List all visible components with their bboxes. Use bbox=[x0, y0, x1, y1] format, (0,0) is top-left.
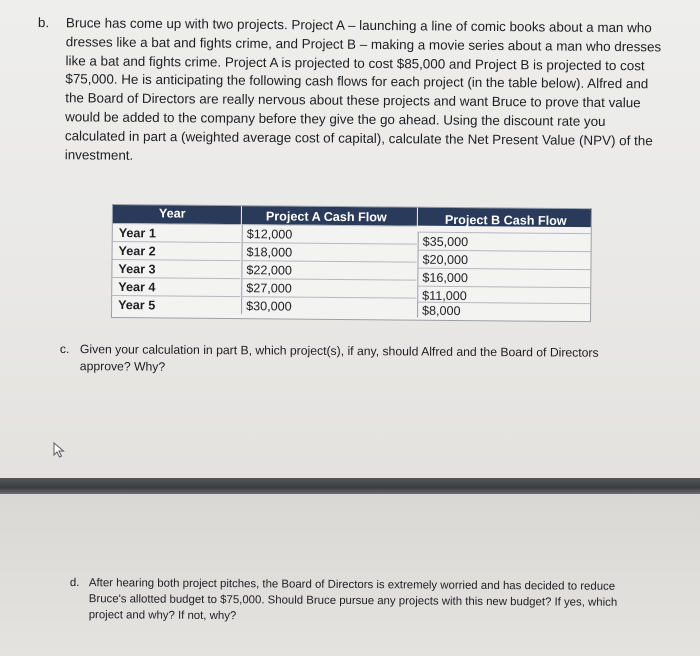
page-divider bbox=[0, 478, 700, 494]
table-cell-project-a: $18,000 bbox=[242, 242, 417, 262]
question-b-text: Bruce has come up with two projects. Project A – launching a line of comic books about a man who dresses like a bat and fights crime, and Project B – making a movie series about a man who dresses like a bat and fights crime. Project A is projected to cost $85,000 and Project B is projected to cost $75,000. He is anticipating the following cash flows for each project (in the table below). Alfred and the Board of Directors are really nervous about these projects and want Bruce to prove that value would be added to the company before they give the go ahead. Using the discount rate you calculated in part a (weighted average cost of capital), calculate the Net Present Value (NPV) of the investment. bbox=[64, 15, 662, 163]
cash-flow-table bbox=[111, 204, 592, 322]
table-cell-project-b: $20,000 bbox=[417, 250, 590, 270]
question-d bbox=[70, 575, 650, 627]
table-cell-project-b: $8,000 bbox=[417, 302, 590, 320]
table-cell-project-a: $27,000 bbox=[241, 278, 416, 298]
table-row-year: Year 3 bbox=[112, 259, 240, 278]
question-b-marker: b. bbox=[37, 14, 50, 31]
table-row-year: Year 5 bbox=[112, 295, 240, 314]
table-row-year: Year 2 bbox=[113, 241, 241, 260]
question-c bbox=[60, 341, 640, 379]
table-cell-project-a: $22,000 bbox=[241, 260, 416, 280]
header-year: Year bbox=[113, 205, 241, 224]
question-d-marker: d. bbox=[69, 576, 80, 590]
table-cell-project-b: $35,000 bbox=[418, 232, 591, 252]
table-row-year: Year 1 bbox=[113, 223, 241, 242]
table-cell-project-b: $16,000 bbox=[417, 268, 590, 288]
question-d-text: After hearing both project pitches, the Board of Directors is extremely worried and has decided to reduce Bruce's allotted budget to $75,000. Should Bruce pursue any projects with this new budget? If yes, which project and why? If not, why? bbox=[88, 577, 618, 623]
header-project-b: Project B Cash Flow bbox=[418, 208, 591, 228]
question-b bbox=[37, 14, 668, 170]
table-cell-project-a: $30,000 bbox=[241, 296, 416, 316]
question-c-text: Given your calculation in part B, which project(s), if any, should Alfred and the Board of Directors approve? Why? bbox=[79, 342, 599, 374]
table-cell-project-b: $11,000 bbox=[417, 286, 590, 306]
table-cell-project-a: $12,000 bbox=[242, 224, 417, 244]
header-project-a: Project A Cash Flow bbox=[242, 206, 417, 226]
mouse-pointer-icon bbox=[52, 442, 66, 458]
question-c-marker: c. bbox=[59, 341, 70, 357]
table-row-year: Year 4 bbox=[112, 277, 240, 296]
